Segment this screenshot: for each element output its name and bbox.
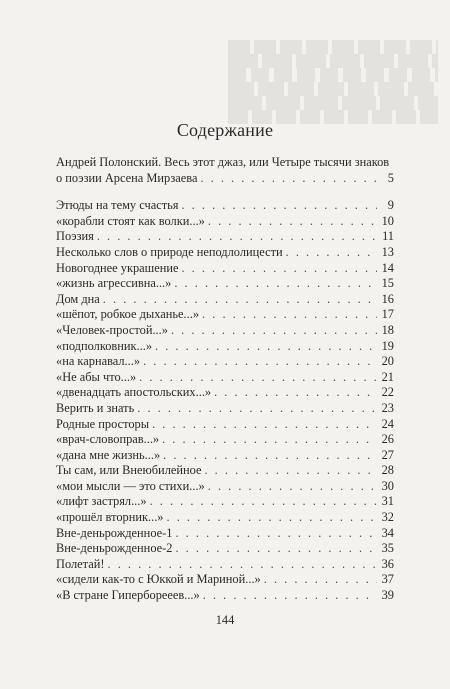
toc-page-number: 9 <box>387 198 394 213</box>
leader-dots <box>204 463 377 479</box>
leader-dots <box>202 307 377 323</box>
toc-page-number: 10 <box>381 213 394 228</box>
toc-entry-title: «шёпот, робкое дыханье...» <box>56 307 200 322</box>
toc-page-number: 20 <box>381 354 394 369</box>
toc-entry-title: «на карнавал...» <box>56 354 141 369</box>
toc-entry[interactable] <box>56 588 394 604</box>
toc-page-number: 5 <box>387 170 394 185</box>
toc-page-number: 35 <box>381 541 394 556</box>
toc-entry-title-part1: Весь этот джаз, или Четыре тысячи знаков <box>161 155 390 169</box>
leader-dots <box>167 510 378 526</box>
toc-entry[interactable] <box>56 448 394 464</box>
toc-entry-title: Новогоднее украшение <box>56 260 179 275</box>
toc-entry[interactable] <box>56 354 394 370</box>
leader-dots <box>208 214 377 230</box>
toc-entry-title: «корабли стоят как волки...» <box>56 213 205 228</box>
leader-dots <box>175 526 377 542</box>
toc-entries-list <box>56 198 394 603</box>
toc-entry[interactable] <box>56 198 394 214</box>
leader-dots <box>163 448 377 464</box>
toc-page-number: 37 <box>381 572 394 587</box>
toc-page-number: 30 <box>381 478 394 493</box>
toc-entry-title-part2: о поэзии Арсена Мирзаева <box>56 170 198 185</box>
toc-entry-title: Полетай! <box>56 556 105 571</box>
leader-dots <box>103 292 377 308</box>
toc-entry[interactable] <box>56 276 394 292</box>
toc-entry-title: Этюды на тему счастья <box>56 198 179 213</box>
leader-dots <box>171 323 377 339</box>
toc-entry[interactable] <box>56 417 394 433</box>
toc-entry-title: Вне-деньрожденное-1 <box>56 525 173 540</box>
leader-dots <box>181 198 377 214</box>
toc-entry-title: «жизнь агрессивна...» <box>56 276 172 291</box>
leader-dots <box>137 401 377 417</box>
toc-entry[interactable] <box>56 307 394 323</box>
toc-entry[interactable] <box>56 510 394 526</box>
toc-page-number: 26 <box>381 432 394 447</box>
leader-dots <box>264 572 377 588</box>
toc-entry-title: «мои мысли — это стихи...» <box>56 478 205 493</box>
toc-page-number: 32 <box>381 510 394 525</box>
leader-dots <box>150 494 377 510</box>
toc-page-number: 19 <box>381 338 394 353</box>
leader-dots <box>174 276 377 292</box>
toc-page-number: 24 <box>381 416 394 431</box>
toc-entry[interactable] <box>56 370 394 386</box>
toc-entry-title: «подполковник...» <box>56 338 153 353</box>
toc-entry[interactable] <box>56 339 394 355</box>
toc-entry-title: Ты сам, или Внеюбилейное <box>56 463 202 478</box>
leader-dots <box>203 588 377 604</box>
page-title: Содержание <box>176 120 274 140</box>
toc-entry[interactable] <box>56 572 394 588</box>
leader-dots <box>208 479 377 495</box>
toc-entry-title: «Человек-простой...» <box>56 322 168 337</box>
leader-dots <box>152 417 377 433</box>
toc-entry-title: «лифт застрял...» <box>56 494 147 509</box>
toc-entry[interactable] <box>56 526 394 542</box>
leader-dots <box>181 261 377 277</box>
toc-entry[interactable] <box>56 541 394 557</box>
toc-page-number: 11 <box>382 229 394 244</box>
toc-entry[interactable] <box>56 385 394 401</box>
page-number: 144 <box>215 613 235 627</box>
toc-page-number: 21 <box>381 369 394 384</box>
toc-entry-author: Андрей Полонский. <box>56 155 162 169</box>
toc-entry-intro-line1 <box>56 155 394 171</box>
leader-dots <box>155 339 377 355</box>
toc-page-number: 14 <box>381 260 394 275</box>
toc-entry[interactable] <box>56 494 394 510</box>
toc-entry[interactable] <box>56 261 394 277</box>
spacer <box>56 186 394 198</box>
toc-entry-title: Родные просторы <box>56 416 150 431</box>
toc-entry-title: Верить и знать <box>56 400 135 415</box>
toc-page-number: 15 <box>381 276 394 291</box>
toc-entry[interactable] <box>56 245 394 261</box>
leader-dots <box>286 245 377 261</box>
toc-entry-title: Поэзия <box>56 229 94 244</box>
toc-entry-title: «врач-словоправ...» <box>56 432 160 447</box>
toc-entry[interactable] <box>56 292 394 308</box>
table-of-contents <box>56 155 394 604</box>
toc-entry-title: «двенадцать апостольских...» <box>56 385 212 400</box>
toc-page-number: 31 <box>381 494 394 509</box>
toc-page-number: 17 <box>381 307 394 322</box>
toc-entry-title: «дана мне жизнь...» <box>56 447 161 462</box>
toc-entry-title: Вне-деньрожденное-2 <box>56 541 173 556</box>
toc-page-number: 36 <box>381 556 394 571</box>
bleed-through-text <box>228 40 438 124</box>
leader-dots <box>162 432 377 448</box>
toc-entry-title: Дом дна <box>56 291 100 306</box>
toc-page-number: 39 <box>381 588 394 603</box>
toc-entry[interactable] <box>56 323 394 339</box>
toc-entry[interactable] <box>56 401 394 417</box>
toc-page-number: 13 <box>381 244 394 259</box>
toc-page-number: 23 <box>381 400 394 415</box>
toc-entry-title: «Не абы что...» <box>56 369 137 384</box>
toc-entry-title: «В стране Гиперборееев...» <box>56 588 200 603</box>
toc-page-number: 34 <box>381 525 394 540</box>
leader-dots <box>143 354 377 370</box>
toc-entry-intro-line2[interactable] <box>56 171 394 187</box>
toc-entry[interactable] <box>56 463 394 479</box>
leader-dots <box>97 229 377 245</box>
toc-page-number: 22 <box>381 385 394 400</box>
leader-dots <box>214 385 377 401</box>
leader-dots <box>108 557 378 573</box>
leader-dots <box>175 541 377 557</box>
toc-entry[interactable] <box>56 229 394 245</box>
toc-page-number: 16 <box>381 291 394 306</box>
toc-entry[interactable] <box>56 432 394 448</box>
leader-dots <box>139 370 377 386</box>
toc-entry[interactable] <box>56 214 394 230</box>
toc-page-number: 27 <box>381 447 394 462</box>
leader-dots <box>200 171 377 187</box>
toc-page-number: 28 <box>381 463 394 478</box>
toc-entry[interactable] <box>56 557 394 573</box>
toc-entry[interactable] <box>56 479 394 495</box>
toc-entry-title: «прошёл вторник...» <box>56 510 164 525</box>
toc-page-number: 18 <box>381 322 394 337</box>
toc-entry-title: Несколько слов о природе неподлолицести <box>56 244 283 259</box>
toc-entry-title: «сидели как-то с Юккой и Мариной...» <box>56 572 261 587</box>
